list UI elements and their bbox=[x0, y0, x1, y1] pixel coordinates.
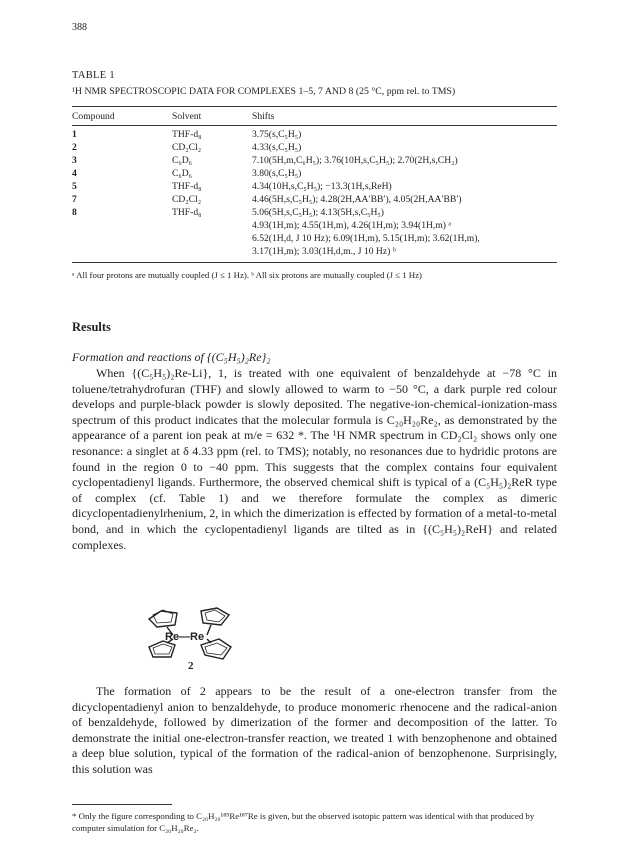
cell-shifts: 4.33(s,C₅H₅) bbox=[252, 142, 302, 153]
structure-diagram bbox=[145, 605, 255, 668]
cell-solvent: CD₂Cl₂ bbox=[172, 142, 202, 153]
cell-shifts: 3.75(s,C₅H₅) bbox=[252, 129, 302, 140]
cell-shifts: 4.34(10H,s,C₅H₅); −13.3(1H,s,ReH) bbox=[252, 181, 392, 192]
table-row bbox=[72, 246, 557, 258]
table-row bbox=[72, 129, 557, 141]
cell-shifts: 3.80(s,C₅H₅) bbox=[252, 168, 302, 179]
rhenocene-dimer-icon bbox=[145, 605, 255, 663]
cell-compound: 2 bbox=[72, 142, 77, 153]
table-row bbox=[72, 168, 557, 180]
table-footnote: ᵃ All four protons are mutually coupled (J ≤ 1 Hz). ᵇ All six protons are mutually coupled (J ≤ 1 Hz) bbox=[72, 270, 422, 280]
cell-compound: 5 bbox=[72, 181, 77, 192]
cell-solvent: THF-d₈ bbox=[172, 207, 202, 218]
header-shifts: Shifts bbox=[252, 111, 275, 122]
cell-shifts: 7.10(5H,m,C₆H₅); 3.76(10H,s,C₅H₅); 2.70(2H,s,CH₂) bbox=[252, 155, 458, 166]
cell-solvent: C₆D₆ bbox=[172, 155, 193, 166]
cell-shifts: 3.17(1H,m); 3.03(1H,d,m., J 10 Hz) ᵇ bbox=[252, 246, 396, 257]
table-bottom-rule bbox=[72, 262, 557, 263]
footnote-rule bbox=[72, 804, 172, 805]
cell-compound: 4 bbox=[72, 168, 77, 179]
table-row bbox=[72, 181, 557, 193]
cell-compound: 7 bbox=[72, 194, 77, 205]
header-compound: Compound bbox=[72, 111, 115, 122]
table-row bbox=[72, 207, 557, 219]
cell-compound: 3 bbox=[72, 155, 77, 166]
table-row bbox=[72, 220, 557, 232]
cell-solvent: THF-d₈ bbox=[172, 129, 202, 140]
subsection-heading: Formation and reactions of {(C₅H₅)₂Re}₂ bbox=[72, 350, 271, 364]
paragraph-2: The formation of 2 appears to be the result of a one-electron transfer from the dicyclopentadienyl anion to benzaldehyde, to produce monomeric rhenocene and the radical-anion of benzaldehyde, followed by dimerization of the former and decomposition of the latter. To demonstrate the initial one-electron-transfer reaction, we treated 1 with benzophenone and obtained a deep blue solution, typical of the formation of the radical-anion of benzophenone. Surprisingly, this solution was bbox=[72, 684, 557, 776]
table-row bbox=[72, 155, 557, 167]
table-header-rule bbox=[72, 125, 557, 126]
cell-solvent: CD₂Cl₂ bbox=[172, 194, 202, 205]
structure-label: Re—Re bbox=[165, 631, 205, 643]
table-row bbox=[72, 142, 557, 154]
table-row bbox=[72, 233, 557, 245]
cell-compound: 8 bbox=[72, 207, 77, 218]
cell-compound: 1 bbox=[72, 129, 77, 140]
page-number: 388 bbox=[72, 22, 87, 33]
cell-solvent: C₆D₆ bbox=[172, 168, 193, 179]
compound-number: 2 bbox=[188, 660, 194, 672]
table-caption: ¹H NMR SPECTROSCOPIC DATA FOR COMPLEXES 1–5, 7 AND 8 (25 °C, ppm rel. to TMS) bbox=[72, 86, 456, 97]
table-top-rule bbox=[72, 106, 557, 107]
cell-shifts: 4.93(1H,m); 4.55(1H,m), 4.26(1H,m); 3.94(1H,m) ᵃ bbox=[252, 220, 452, 231]
page-footnote: * Only the figure corresponding to C₂₀H₂₀¹⁸⁵Re¹⁸⁷Re is given, but the observed isotopic pattern was identical with that produced by computer simulation for C₂₀H₂₀Re₂. bbox=[72, 811, 535, 833]
cell-solvent: THF-d₈ bbox=[172, 181, 202, 192]
section-heading: Results bbox=[72, 320, 111, 334]
header-solvent: Solvent bbox=[172, 111, 202, 122]
cell-shifts: 4.46(5H,s,C₅H₅); 4.28(2H,AA′BB′), 4.05(2H,AA′BB′) bbox=[252, 194, 462, 205]
table-header-row bbox=[72, 111, 557, 123]
table-label: TABLE 1 bbox=[72, 70, 115, 81]
paragraph-1: When {(C₅H₅)₂Re-Li}, 1, is treated with one equivalent of benzaldehyde at −78 °C in toluene/tetrahydrofuran (THF) and slowly allowed to warm to −50 °C, a dark purple red colour develops and purple-black powder is slowly deposited. The negative-ion-chemical-ionization-mass spectrum of this product indicates that the molecular formula is C₂₀H₂₀Re₂, as demonstrated by the appearance of a parent ion peak at m/e = 632 *. The ¹H NMR spectrum in CD₂Cl₂ shows only one resonance: a singlet at δ 4.33 ppm (rel. to TMS); notably, no resonances due to hydridic protons are found in the region 0 to −40 ppm. This suggests that the complex contains four equivalent cyclopentadienyl ligands. Furthermore, the observed chemical shift is typical of a (C₅H₅)₂ReR type of complex (cf. Table 1) and we therefore formulate the complex as dimeric dicyclopentadienylrhenium, 2, in which the dimerization is effected by formation of a metal-to-metal bond, and in which the cyclopentadienyl ligands are tilted as in {(C₅H₅)₂ReH} and related complexes. bbox=[72, 366, 557, 552]
cell-shifts: 6.52(1H,d, J 10 Hz); 6.09(1H,m), 5.15(1H,m); 3.62(1H,m), bbox=[252, 233, 480, 244]
cell-shifts: 5.06(5H,s,C₅H₅); 4.13(5H,s,C₅H₅) bbox=[252, 207, 384, 218]
table-row bbox=[72, 194, 557, 206]
